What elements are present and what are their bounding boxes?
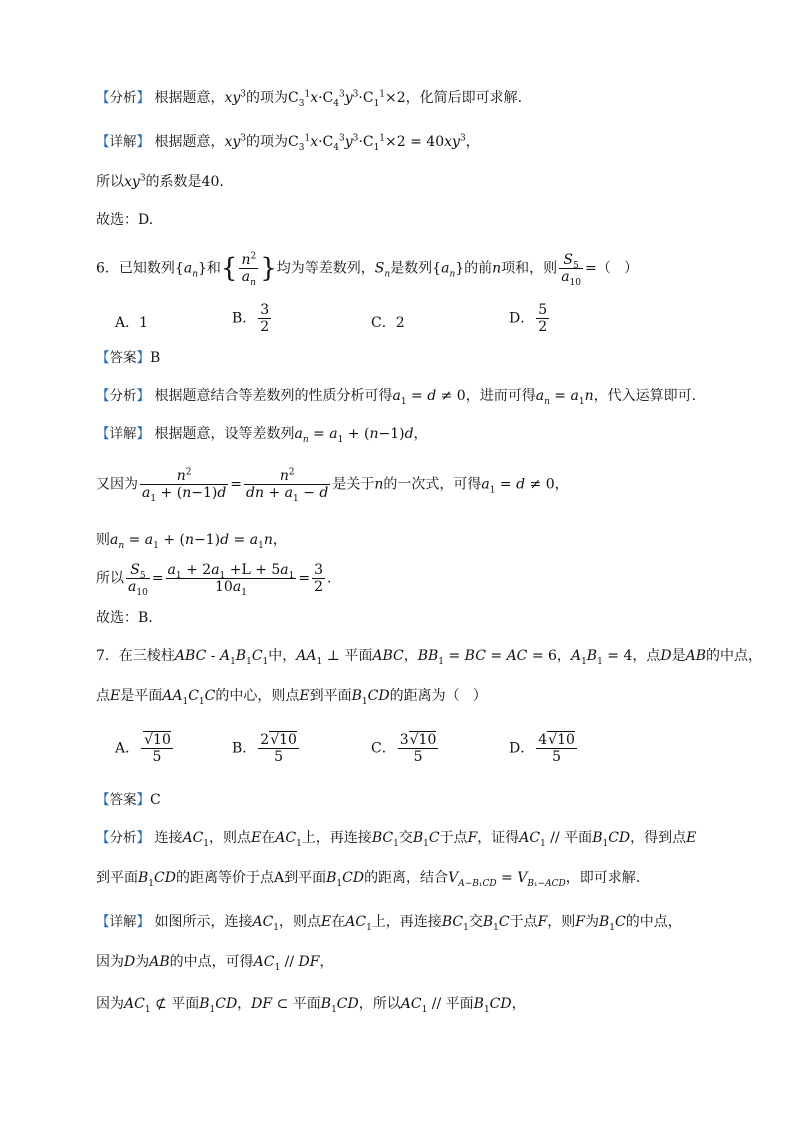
q7-analysis-line2: 到平面$B_1CD$的距离等价于点A到平面$B_1CD$的距离，结合$V_{A-B_1CD} = V_{B_1-ACD}$，即可求解. (96, 870, 641, 889)
q7-answer: 【答案】C (96, 792, 161, 808)
q7-detail-line3: 因为$AC_1$ ⊄ 平面$B_1CD$，DF ⊂ 平面$B_1CD$，所以$AC_1$ // 平面$B_1CD$， (96, 996, 526, 1015)
q7-option-b: B． $\frac{2√10}{5}$ (232, 732, 297, 765)
q6-step4: 所以 $\frac{S_5}{a_{10}}$ = $\frac{a_1 + 2a_1 +L + 5a_1}{10a_1}$ = $\frac{3}{2}$ . (96, 562, 332, 598)
q6-option-c: C．2 (371, 315, 405, 331)
q6-stem: 6．已知数列$\{a_n\}$和{ $\frac{n^2}{a_n}$ }均为等差数列，$S_n$是数列$\{a_n\}$的前n项和，则 $\frac{S_5}{a_{10}}$ =（ ） (96, 251, 639, 288)
q7-option-c: C． $\frac{3√10}{5}$ (371, 732, 437, 765)
q5-analysis: 【分析】 根据题意，$xy^3$的项为$C_3^1x\cdot C_4^3y^3\cdot C_1^1\times 2$，化简后即可求解. (96, 89, 523, 109)
q7-option-a: A． $\frac{√10}{5}$ (115, 732, 171, 765)
q7-stem-line2: 点E是平面$AA_1C_1C$的中心，则点E到平面$B_1CD$的距离为（ ） (96, 688, 487, 707)
q7-stem-line1: 7．在三棱柱ABC - $A_1B_1C_1$中，$AA_1$ ⊥ 平面ABC，$BB_1$ = BC = AC = 6，$A_1B_1 = 4$，点D是AB的中点， (96, 648, 763, 667)
q7-detail-line2: 因为D为AB的中点，可得$AC_1$ // DF， (96, 954, 334, 973)
q5-choice: 故选：D. (96, 212, 154, 228)
q6-analysis: 【分析】 根据题意结合等差数列的性质分析可得$a_1 = d \ne 0$，进而可得$a_n = a_1n$，代入运算即可. (96, 388, 697, 407)
q6-detail: 【详解】 根据题意，设等差数列$a_n = a_1 + (n-1)d$， (96, 426, 428, 445)
q6-step2: 又因为 $\frac{n^2}{a_1 + (n-1)d}$ = $\frac{n^2}{dn + a_1 - d}$ 是关于n的一次式，可得$a_1 = d \ne 0$， (96, 467, 569, 504)
q5-detail: 【详解】 根据题意，$xy^3$的项为$C_3^1x\cdot C_4^3y^3\cdot C_1^1\times 2 = 40xy^3$， (96, 133, 480, 153)
q7-option-d: D． $\frac{4√10}{5}$ (509, 732, 575, 765)
q5-conclusion: 所以$xy^3$的系数是40. (96, 173, 224, 190)
q7-analysis-line1: 【分析】 连接$AC_1$，则点E在$AC_1$上，再连接$BC_1$交$B_1C$于点F，证得$AC_1$ // 平面$B_1CD$，得到点E (96, 830, 697, 849)
q6-step3: 则$a_n = a_1 + (n-1)d = a_1n$， (96, 532, 287, 551)
q6-option-d: D． $\frac{5}{2}$ (509, 302, 548, 335)
q6-option-a: A．1 (115, 315, 149, 331)
q6-answer: 【答案】B (96, 350, 161, 366)
q6-option-b: B． $\frac{3}{2}$ (232, 302, 270, 335)
q7-detail-line1: 【详解】 如图所示，连接$AC_1$，则点E在$AC_1$上，再连接$BC_1$交$B_1C$于点F，则F为$B_1C$的中点， (96, 914, 682, 933)
q6-choice: 故选：B. (96, 610, 153, 626)
